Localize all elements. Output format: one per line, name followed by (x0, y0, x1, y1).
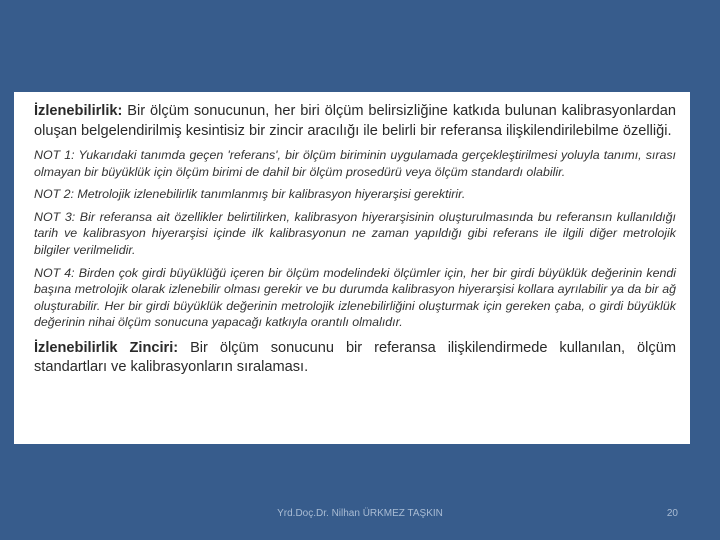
definition-term: İzlenebilirlik: (34, 103, 123, 119)
definition-text: Bir ölçüm sonucunun, her biri ölçüm belirsizliğine katkıda bulunan kalibrasyonlardan oluşan belgelendirilmiş kesintisiz bir zincir aracılığı ile belirli bir referansa ilişkilendirilebilme özelliği. (34, 103, 676, 139)
note-1: NOT 1: Yukarıdaki tanımda geçen 'referans', bir ölçüm biriminin uygulamada gerçekleştirilmesi yoluyla tanımı, sırası olmayan bir büyüklük için ölçüm birimi de dahil bir ölçüm prosedürü veya ölçüm standardı olabilir. (34, 148, 676, 179)
note-4: NOT 4: Birden çok girdi büyüklüğü içeren bir ölçüm modelindeki ölçümler için, her bir girdi büyüklük değerinin kendi başına metrolojik olarak izlenebilir olması gerekir ve bu durumda kalibrasyon hiyerarşisi kollara ayrılabilir ya da bir ağ oluşturabilir. Her bir girdi büyüklük değerinin metrolojik izlenebilirliğini oluşturmak için gereken çaba, o girdi büyüklük değerinin nihai ölçüm sonucuna yapacağı katkıyla orantılı olmalıdır. (34, 265, 676, 330)
slide-content-image (14, 92, 690, 444)
footer-author: Yrd.Doç.Dr. Nilhan ÜRKMEZ TAŞKIN (277, 508, 443, 519)
note-3: NOT 3: Bir referansa ait özellikler belirtilirken, kalibrasyon hiyerarşisinin oluşturulmasında bu referansın kullanıldığı tarih ve kalibrasyon hiyerarşisi içinde ilk kalibrasyonun ne zaman yapıldığı gibi referans ile ilgili diğer metrolojik bilgiler verilmelidir. (34, 209, 676, 257)
definition-text: Bir ölçüm sonucunu bir referansa ilişkilendirmede kullanılan, ölçüm standartları ve kalibrasyonların sıralaması. (34, 339, 676, 376)
page-number: 20 (666, 508, 678, 519)
definition-term: İzlenebilirlik Zinciri: (34, 339, 179, 356)
definition-izlenebilirlik (34, 102, 676, 141)
definition-izlenebilirlik-zinciri (34, 339, 676, 378)
note-2: NOT 2: Metrolojik izlenebilirlik tanımlanmış bir kalibrasyon hiyerarşisi gerektirir. (34, 187, 466, 202)
